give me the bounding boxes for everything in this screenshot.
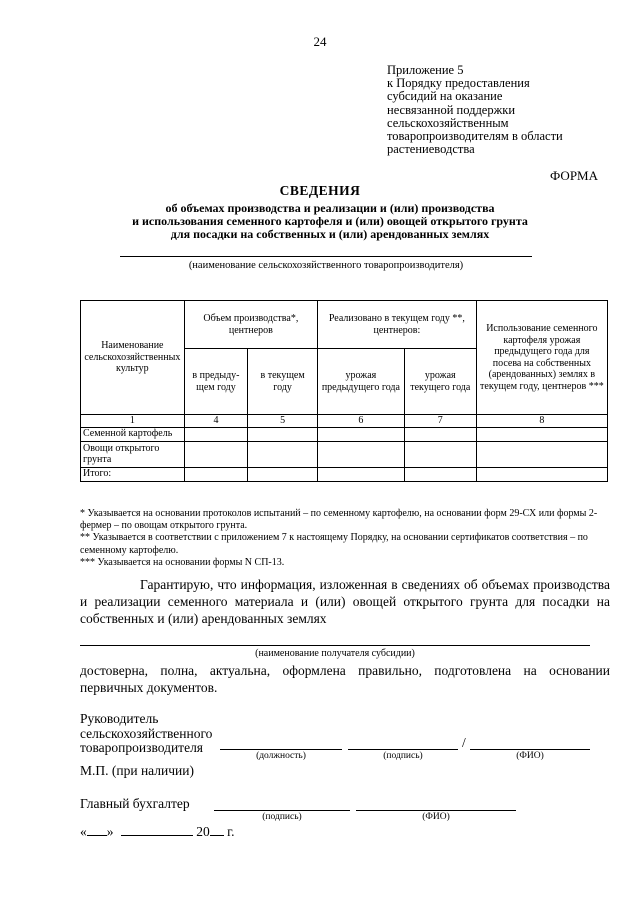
date-line [80,823,235,840]
row-label: Семенной картофель [81,427,185,441]
header-sold: Реализовано в текущем году **, центнеров: [318,301,477,349]
head-name-line[interactable] [470,749,590,750]
head-position-line[interactable] [220,749,342,750]
table-cell[interactable] [318,441,405,467]
appendix-line: к Порядку предоставления [387,76,530,91]
page-number: 24 [313,34,327,49]
caption-position: (должность) [256,751,306,761]
column-number: 1 [81,415,185,428]
header-harvest-prev: урожая предыдущего года [318,349,405,415]
header-production: Объем производства*, центнеров [184,301,317,349]
appendix-line: товаропроизводителям в области [387,129,563,144]
document-title: СВЕДЕНИЯ [279,183,361,198]
appendix-line: сельскохозяйственным [387,115,509,130]
head-label-line: Руководитель [80,711,159,726]
table-row [81,427,608,441]
row-label: Овощи открытого грунта [81,441,185,467]
table-cell[interactable] [404,427,476,441]
row-label: Итого: [81,467,185,481]
head-signature-line[interactable] [348,749,458,750]
accountant-caption-signature: (подпись) [262,812,302,822]
header-harvest-current: урожая текущего года [404,349,476,415]
footnote: * Указывается на основании протоколов испытаний – по семенному картофелю, на основании форм 29-СХ или формы 2-фермер – по овощам открытого грунта. [80,508,598,532]
date-day-blank[interactable] [87,823,107,836]
caption-signature: (подпись) [383,751,423,761]
producer-caption: (наименование сельскохозяйственного товаропроизводителя) [188,260,464,271]
subtitle-line: и использования семенного картофеля и (или) овощей открытого грунта [132,214,528,228]
table-cell[interactable] [184,441,247,467]
table-cell[interactable] [184,467,247,481]
guarantee-paragraph [80,576,610,627]
footnote: *** Указывается на основании формы N СП-13. [80,556,285,568]
column-number: 6 [318,415,405,428]
guarantee-text: Гарантирую, что информация, изложенная в сведениях об объемах производства и реализации семенного материала и (или) овощей открытого грунта для посадки на собственных и (или) арендованных землях [80,577,610,626]
recipient-caption: (наименование получателя субсидии) [255,648,415,659]
head-label-line: сельскохозяйственного [80,725,213,741]
column-number: 4 [184,415,247,428]
column-number: 7 [404,415,476,428]
date-open-quote: « [80,824,87,839]
table-row [81,467,608,481]
header-crop: Наименование сельскохозяйственных культур [81,301,185,415]
table-cell[interactable] [184,427,247,441]
form-label: ФОРМА [550,168,598,183]
production-table [80,300,608,482]
caption-name: (ФИО) [516,751,544,761]
header-usage: Использование семенного картофеля урожая предыдущего года для посева на собственных (арендованных) землях в текущем году, центнеров *** [476,301,607,415]
slash-separator: / [462,735,466,750]
subtitle-line: для посадки на собственных и (или) арендованных землях [170,227,490,241]
column-number: 5 [248,415,318,428]
head-label-line: товаропроизводителя [80,740,204,755]
accountant-caption-name: (ФИО) [422,812,450,822]
subtitle-line: об объемах производства и реализации и (или) производства [165,201,495,215]
date-year-blank[interactable] [210,823,224,836]
appendix-line: растениеводства [387,142,475,157]
table-cell[interactable] [404,467,476,481]
table-cell[interactable] [476,467,607,481]
document-subtitle [60,202,600,241]
appendix-block [387,64,612,156]
table-cell[interactable] [318,427,405,441]
reliability-paragraph: достоверна, полна, актуальна, оформлена правильно, подготовлена на основании первичных документов. [80,663,610,695]
date-suffix: г. [227,824,235,839]
footnote: ** Указывается в соответствии с приложением 7 к настоящему Порядку, на основании сертификатов соответствия – по семенному картофелю. [80,532,588,556]
header-prev-year: в предыду-щем году [184,349,247,415]
producer-name-line[interactable] [120,256,532,257]
accountant-name-line[interactable] [356,810,516,811]
header-current-year: в текущем году [248,349,318,415]
table-row [81,441,608,467]
table-cell[interactable] [248,441,318,467]
table-cell[interactable] [248,467,318,481]
column-number: 8 [476,415,607,428]
recipient-name-line[interactable] [80,645,590,646]
table-cell[interactable] [404,441,476,467]
accountant-signature-line[interactable] [214,810,350,811]
table-cell[interactable] [248,427,318,441]
accountant-label: Главный бухгалтер [80,796,190,811]
appendix-line: субсидий на оказание [387,89,503,104]
footnotes [80,508,612,569]
table-cell[interactable] [318,467,405,481]
date-month-blank[interactable] [121,823,193,836]
date-close-quote: » [106,824,114,839]
date-year-prefix: 20 [196,824,210,839]
head-label [80,712,212,756]
appendix-line: несвязанной поддержки [387,102,516,117]
table-cell[interactable] [476,427,607,441]
appendix-line: Приложение 5 [387,63,464,77]
table-cell[interactable] [476,441,607,467]
column-number-row [81,415,608,428]
stamp-label: М.П. (при наличии) [80,763,194,778]
